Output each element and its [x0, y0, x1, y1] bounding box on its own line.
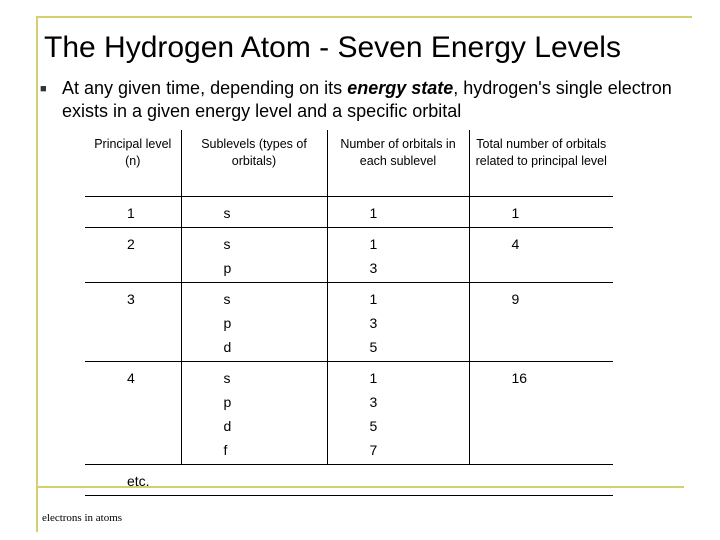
cell-total: 4 — [469, 228, 613, 283]
sublevel-value: p — [223, 260, 232, 276]
orbitals-table — [85, 130, 613, 496]
sublevel-value: s — [223, 291, 231, 307]
table-row — [85, 228, 613, 283]
orbital-count-value: 3 — [369, 315, 378, 331]
sublevel-value: s — [223, 236, 231, 252]
cell-principal-level: 3 — [85, 283, 181, 362]
cell-principal-level: 4 — [85, 362, 181, 465]
table-etc-note: etc. — [85, 465, 613, 496]
cell-total: 9 — [469, 283, 613, 362]
header-total-orbitals: Total number of orbitals related to principal level — [469, 130, 613, 197]
sublevel-value: d — [223, 339, 232, 355]
table-header-row — [85, 130, 613, 197]
table-row — [85, 362, 613, 465]
bullet-text-part1: At any given time, depending on its — [62, 78, 348, 98]
bullet-text-part2: , hydrogen's single electron exists in a given energy level and a specific orbital — [62, 78, 672, 121]
table-row — [85, 197, 613, 228]
cell-principal-level: 1 — [85, 197, 181, 228]
orbital-count-value: 3 — [369, 394, 378, 410]
header-sublevels: Sublevels (types of orbitals) — [181, 130, 327, 197]
top-accent-rule — [36, 16, 692, 18]
cell-principal-level: 2 — [85, 228, 181, 283]
cell-sublevels — [181, 197, 327, 228]
cell-orbitals — [327, 197, 469, 228]
orbital-count-value: 3 — [369, 260, 378, 276]
sublevel-value: p — [223, 315, 232, 331]
cell-orbitals — [327, 228, 469, 283]
slide-title: The Hydrogen Atom - Seven Energy Levels — [44, 31, 621, 64]
cell-total: 16 — [469, 362, 613, 465]
sublevel-value: s — [223, 205, 231, 221]
bullet-text-emphasis: energy state — [347, 78, 454, 98]
orbital-count-value: 5 — [369, 418, 378, 434]
cell-orbitals — [327, 283, 469, 362]
orbital-count-value: 1 — [369, 291, 378, 307]
cell-sublevels — [181, 228, 327, 283]
orbital-count-value: 7 — [369, 442, 378, 458]
cell-sublevels — [181, 362, 327, 465]
slide-footer: electrons in atoms — [42, 512, 123, 524]
bullet-square-icon: ■ — [40, 83, 47, 95]
header-orbitals-per-sublevel: Number of orbitals in each sublevel — [327, 130, 469, 197]
orbital-count-value: 1 — [369, 370, 378, 386]
orbital-count-value: 1 — [369, 205, 378, 221]
table-row — [85, 283, 613, 362]
orbital-count-value: 1 — [369, 236, 378, 252]
cell-orbitals — [327, 362, 469, 465]
cell-total: 1 — [469, 197, 613, 228]
sublevel-value: s — [223, 370, 231, 386]
sublevel-value: f — [223, 442, 228, 458]
table-footer-row — [85, 465, 613, 496]
header-principal-level: Principal level (n) — [85, 130, 181, 197]
sublevel-value: p — [223, 394, 232, 410]
orbital-count-value: 5 — [369, 339, 378, 355]
sublevel-value: d — [223, 418, 232, 434]
cell-sublevels — [181, 283, 327, 362]
bullet-text — [62, 77, 682, 123]
left-accent-rule — [36, 16, 38, 532]
